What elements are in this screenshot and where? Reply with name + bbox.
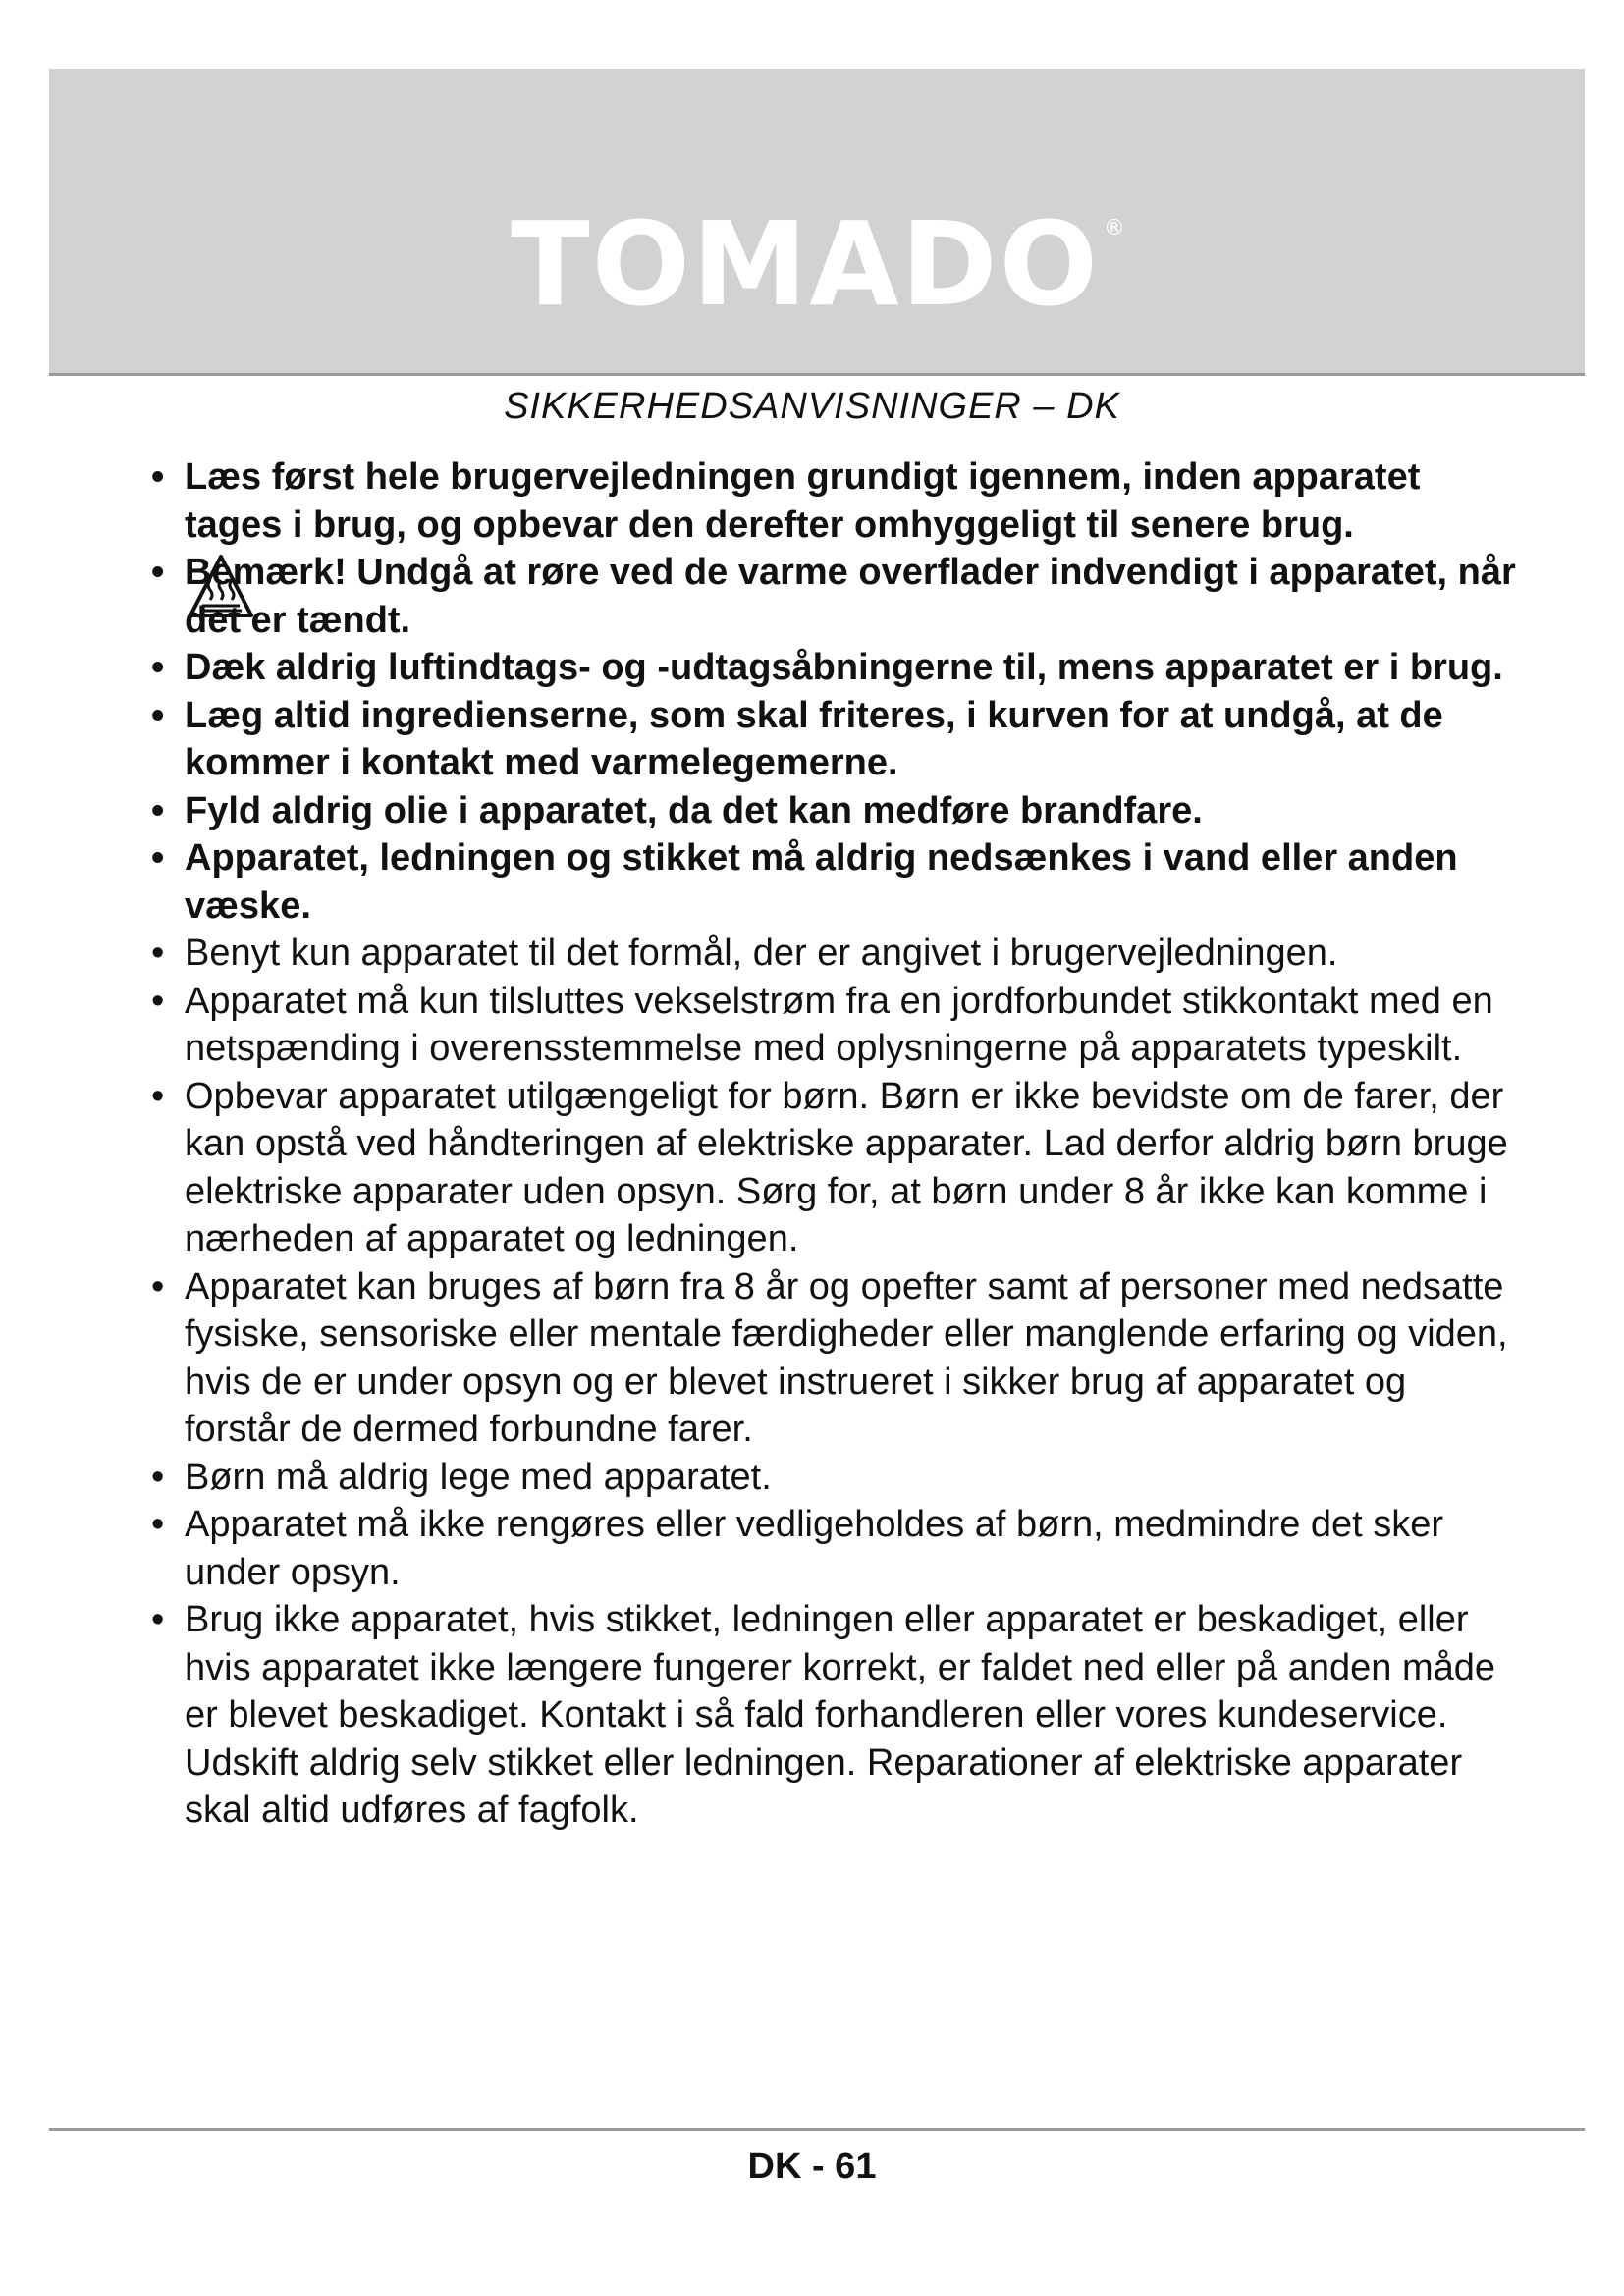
list-item xyxy=(147,454,1522,549)
list-item xyxy=(147,1501,1522,1596)
list-item xyxy=(147,1073,1522,1263)
list-item-text: Børn må aldrig lege med apparatet. xyxy=(185,1456,772,1498)
list-item xyxy=(147,930,1522,978)
registered-mark: ® xyxy=(1103,216,1127,240)
list-item-text: Dæk aldrig luftindtags- og -udtagsåbningerne til, mens apparatet er i brug. xyxy=(185,647,1503,688)
list-item-text: Fyld aldrig olie i apparatet, da det kan medføre brandfare. xyxy=(185,789,1203,831)
list-item-text: Apparatet kan bruges af børn fra 8 år og opefter samt af personer med nedsatte fysiske, sensoriske eller mentale færdigheder eller manglende erfaring og viden, hvis de er under opsyn og er blevet instrueret i sikker brug af apparatet og forstår de dermed forbundne farer. xyxy=(185,1265,1508,1450)
list-item xyxy=(147,1454,1522,1502)
list-item-text: Apparatet, ledningen og stikket må aldrig nedsænkes i vand eller anden væske. xyxy=(185,837,1458,927)
section-title: SIKKERHEDSANVISNINGER – DK xyxy=(504,386,1120,427)
header-band xyxy=(49,69,1585,376)
brand-name: TOMADO xyxy=(511,196,1100,332)
list-item xyxy=(147,549,1522,644)
list-item xyxy=(147,978,1522,1073)
list-item xyxy=(147,1263,1522,1454)
brand-logo xyxy=(49,196,1585,332)
list-item xyxy=(147,692,1522,787)
list-item-text: Apparatet må kun tilsluttes vekselstrøm fra en jordforbundet stikkontakt med en netspænding i overensstemmelse med oplysningerne på apparatets typeskilt. xyxy=(185,980,1493,1069)
list-item xyxy=(147,644,1522,692)
footer-divider xyxy=(49,2128,1585,2131)
list-item xyxy=(147,834,1522,930)
list-item-text: Brug ikke apparatet, hvis stikket, ledningen eller apparatet er beskadiget, eller hvis apparatet ikke længere fungerer korrekt, er faldet ned eller på anden måde er blevet beskadiget. Kontakt i så fald forhandleren eller vores kundeservice. Udskift aldrig selv stikket eller ledningen. Reparationer af elektriske apparater skal altid udføres af fagfolk. xyxy=(185,1599,1496,1831)
list-item-text: Benyt kun apparatet til det formål, der er angivet i brugervejledningen. xyxy=(185,933,1338,974)
list-item-text: Apparatet må ikke rengøres eller vedligeholdes af børn, medmindre det sker under opsyn. xyxy=(185,1504,1444,1593)
safety-list xyxy=(147,454,1522,1835)
safety-instructions xyxy=(147,454,1522,1835)
list-item-text: Læs først hele brugervejledningen grundigt igennem, inden apparatet tages i brug, og opbevar den derefter omhyggeligt til senere brug. xyxy=(185,456,1421,546)
list-item xyxy=(147,1596,1522,1835)
list-item-text: Bemærk! Undgå at røre ved de varme overflader indvendigt i apparatet, når det er tændt. xyxy=(185,552,1516,641)
list-item xyxy=(147,787,1522,835)
list-item-text: Læg altid ingredienserne, som skal friteres, i kurven for at undgå, at de kommer i kontakt med varmelegemerne. xyxy=(185,694,1443,783)
hot-surface-warning-icon xyxy=(187,553,255,621)
list-item-text: Opbevar apparatet utilgængeligt for børn. Børn er ikke bevidste om de farer, der kan opstå ved håndteringen af elektriske apparater. Lad derfor aldrig børn bruge elektriske apparater uden opsyn. Sørg for, at børn under 8 år ikke kan komme i nærheden af apparatet og ledningen. xyxy=(185,1075,1508,1259)
page-number: DK - 61 xyxy=(747,2146,877,2187)
